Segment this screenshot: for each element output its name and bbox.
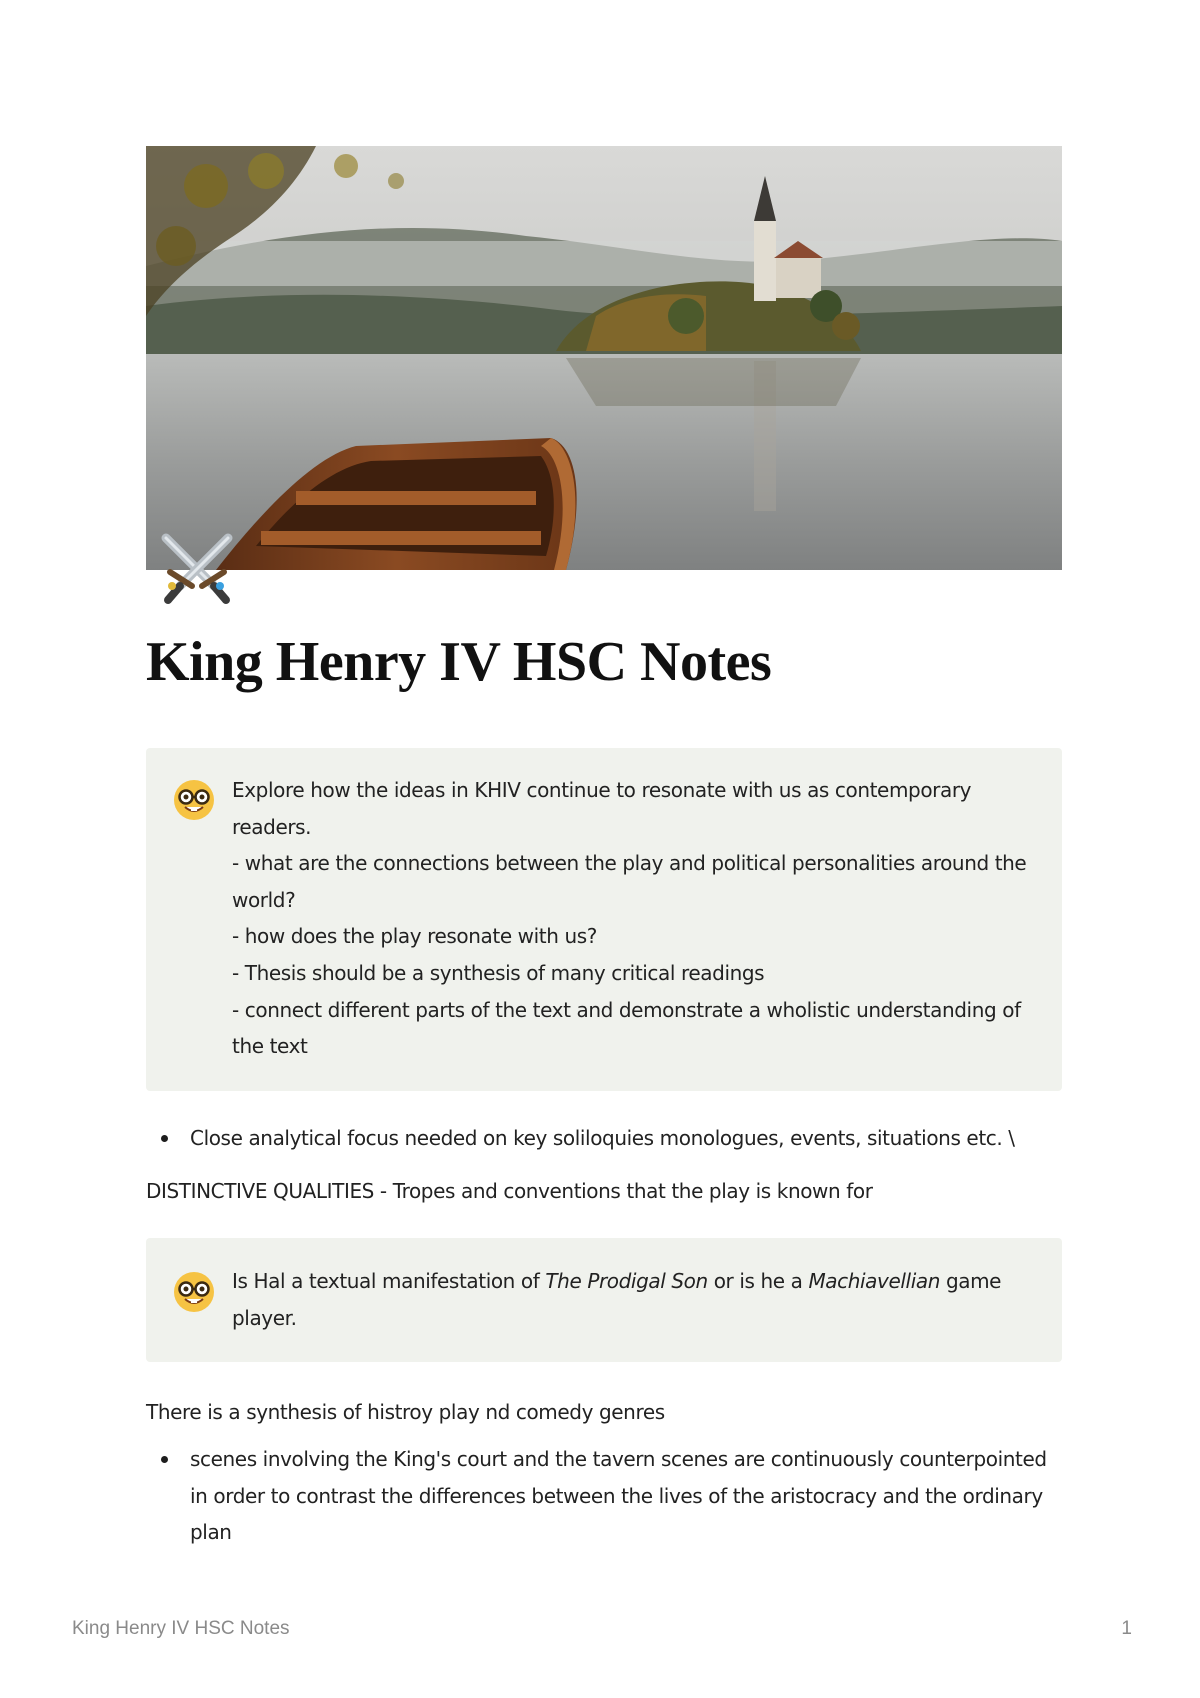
lake-landscape-illustration	[146, 146, 1062, 570]
callout-text	[232, 1263, 1034, 1336]
footer-title: King Henry IV HSC Notes	[72, 1618, 290, 1639]
callout-line: readers.	[232, 814, 312, 839]
callout-text	[232, 772, 1034, 1065]
list-item-line: scenes involving the King's court and the tavern scenes are continuously counterpointed	[190, 1447, 1047, 1471]
bullet-marker	[161, 1135, 168, 1142]
callout-line: - Thesis should be a synthesis of many critical readings	[232, 960, 765, 985]
text-run: Is Hal a textual manifestation of	[232, 1269, 546, 1293]
italic-text: The Prodigal Son	[545, 1269, 708, 1293]
crossed-swords-icon	[154, 528, 240, 614]
paragraph: There is a synthesis of histroy play nd comedy genres	[146, 1400, 665, 1424]
callout-block	[146, 748, 1062, 1091]
list-item-text	[190, 1441, 1062, 1551]
callout-line: player.	[232, 1305, 297, 1330]
callout-line: Explore how the ideas in KHIV continue to resonate with us as contemporary	[232, 778, 972, 802]
callout-line: - what are the connections between the play and political personalities around the	[232, 851, 1027, 876]
callout-line: - connect different parts of the text and demonstrate a wholistic understanding of	[232, 997, 1021, 1022]
callout-block	[146, 1238, 1062, 1362]
callout-line	[232, 1263, 1034, 1300]
callout-line: the text	[232, 1034, 308, 1059]
callout-line: - how does the play resonate with us?	[232, 924, 597, 949]
page-number: 1	[1121, 1618, 1132, 1639]
nerd-face-icon	[172, 1270, 216, 1314]
list-item-line: plan	[190, 1520, 232, 1545]
list-item-text: Close analytical focus needed on key soliloquies monologues, events, situations etc. \	[190, 1126, 1015, 1150]
paragraph: DISTINCTIVE QUALITIES - Tropes and conventions that the play is known for	[146, 1179, 873, 1203]
page-title: King Henry IV HSC Notes	[146, 631, 772, 693]
callout-line: world?	[232, 887, 296, 912]
list-item-line: in order to contrast the differences between the lives of the aristocracy and the ordinary	[190, 1483, 1043, 1508]
text-run: or is he a	[707, 1269, 809, 1293]
cover-image	[146, 146, 1062, 570]
text-run: game	[939, 1269, 1002, 1293]
nerd-face-icon	[172, 778, 216, 822]
bullet-marker	[161, 1456, 168, 1463]
italic-text: Machiavellian	[808, 1269, 940, 1293]
